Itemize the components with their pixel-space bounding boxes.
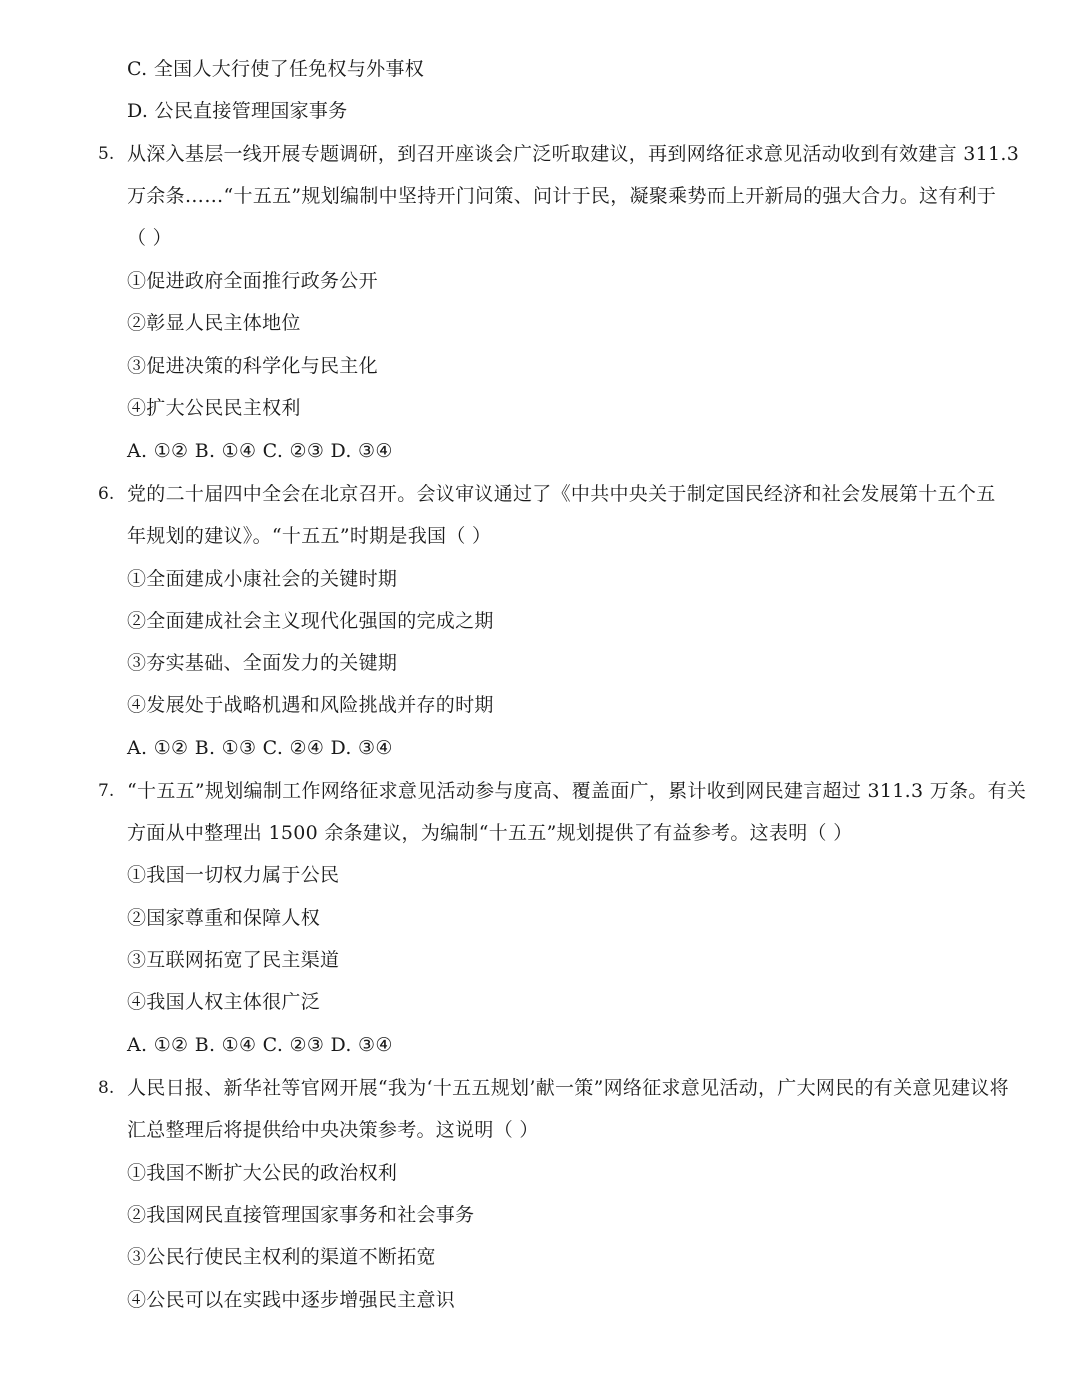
q6-number: 6. <box>98 484 115 504</box>
q5-statement-3: ③促进决策的科学化与民主化 <box>127 355 378 377</box>
q8-statement-3: ③公民行使民主权利的渠道不断拓宽 <box>127 1246 436 1268</box>
q7-statement-4: ④我国人权主体很广泛 <box>127 991 321 1013</box>
q7-statement-3: ③互联网拓宽了民主渠道 <box>127 949 340 971</box>
q6-stem-line1: 党的二十届四中全会在北京召开。会议审议通过了《中共中央关于制定国民经济和社会发展第十五个五 <box>127 483 996 505</box>
q7-stem-line2: 方面从中整理出 1500 余条建议，为编制“十五五”规划提供了有益参考。这表明（ ） <box>127 822 853 844</box>
q7-stem-line1: “十五五”规划编制工作网络征求意见活动参与度高、覆盖面广，累计收到网民建言超过 311.3 万条。有关 <box>127 780 1027 802</box>
q7-choices: A. ①② B. ①④ C. ②③ D. ③④ <box>127 1034 393 1056</box>
q5-stem-line1: 从深入基层一线开展专题调研，到召开座谈会广泛听取建议，再到网络征求意见活动收到有效建言 311.3 <box>127 143 1020 165</box>
q5-stem-line2: 万余条……“十五五”规划编制中坚持开门问策、问计于民，凝聚乘势而上开新局的强大合力。这有利于 <box>127 185 997 207</box>
q8-stem-line1: 人民日报、新华社等官网开展“我为‘十五五规划’献一策”网络征求意见活动，广大网民的有关意见建议将 <box>127 1077 1009 1099</box>
q7-statement-1: ①我国一切权力属于公民 <box>127 864 340 886</box>
q8-statement-1: ①我国不断扩大公民的政治权利 <box>127 1162 398 1184</box>
q6-statement-1: ①全面建成小康社会的关键时期 <box>127 568 398 590</box>
q4-option-d: D. 公民直接管理国家事务 <box>127 100 348 122</box>
q8-statement-2: ②我国网民直接管理国家事务和社会事务 <box>127 1204 475 1226</box>
q8-statement-4: ④公民可以在实践中逐步增强民主意识 <box>127 1289 456 1311</box>
q6-statement-4: ④发展处于战略机遇和风险挑战并存的时期 <box>127 694 494 716</box>
q4-option-c: C. 全国人大行使了任免权与外事权 <box>127 58 425 80</box>
q8-stem-line2: 汇总整理后将提供给中央决策参考。这说明（ ） <box>127 1119 539 1141</box>
q5-statement-1: ①促进政府全面推行政务公开 <box>127 270 378 292</box>
q7-number: 7. <box>98 781 115 801</box>
q5-stem-line3: （ ） <box>127 227 172 249</box>
q6-choices: A. ①② B. ①③ C. ②④ D. ③④ <box>127 737 393 759</box>
q6-statement-2: ②全面建成社会主义现代化强国的完成之期 <box>127 610 494 632</box>
q8-number: 8. <box>98 1078 115 1098</box>
q5-number: 5. <box>98 144 115 164</box>
q6-statement-3: ③夯实基础、全面发力的关键期 <box>127 652 398 674</box>
q5-statement-4: ④扩大公民民主权利 <box>127 397 301 419</box>
q6-stem-line2: 年规划的建议》。“十五五”时期是我国（ ） <box>127 525 492 547</box>
q5-statement-2: ②彰显人民主体地位 <box>127 312 301 334</box>
q7-statement-2: ②国家尊重和保障人权 <box>127 907 321 929</box>
q5-choices: A. ①② B. ①④ C. ②③ D. ③④ <box>127 440 393 462</box>
